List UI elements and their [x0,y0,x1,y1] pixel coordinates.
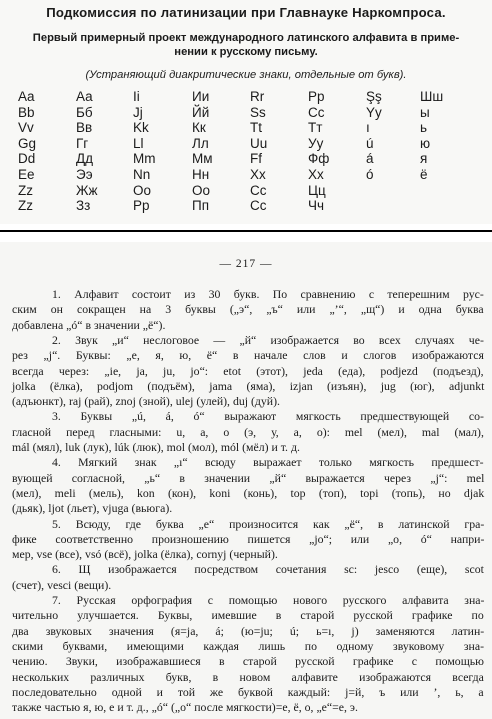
alphabet-cell: Zz [18,198,33,214]
alphabet-cell: Rr [250,89,265,104]
text-line: мер, vse (все), vsó (всё), jolka (ёлка), cornyj (черный). [12,547,278,562]
alphabet-cell: Чч [308,198,325,214]
text-line: всегда через: „ie, ja, ju, jo“: etot (этот), jeda (еда), podjezd (подъезд), [12,363,484,378]
alphabet-cell: Зз [76,198,91,214]
alphabet-cell: ы [420,104,430,120]
alphabet-cell: ё [420,166,428,182]
page-number: — 217 — [219,258,273,270]
alphabet-cell: Ээ [76,166,93,182]
alphabet-cell: Kk [133,120,149,136]
alphabet-table [18,89,478,214]
text-line: 7. Русская орфография с помощью нового русского алфавита зна- [52,593,485,607]
alphabet-cell: Ff [250,151,262,167]
alphabet-column [192,89,213,214]
alphabet-cell: Jj [133,104,143,120]
text-line: 2. Звук „и“ неслоговое — „й“ изображается во всех случаях че- [52,332,484,347]
text-line: гласной перед гласными: u, a, o (э, у, а, о): mel (мел), mal (мал), [12,424,484,439]
text-line: 1. Алфавит состоит из 30 букв. По сравнению с теперешним рус- [52,287,484,301]
alphabet-cell: Кк [192,120,206,136]
project-subtitle [0,31,492,59]
alphabet-cell: Вв [76,120,93,136]
text-line: 3. Буквы „ú, á, ó“ выражают мягкость предшествующей со- [52,409,484,424]
alphabet-cell: Mm [133,151,156,167]
alphabet-cell: Гг [76,135,89,151]
alphabet-cell: Сс [308,104,325,120]
alphabet-cell [420,198,443,214]
text-line: также частью я, ю, е и т. д., „ó“ („о“ после мягкости)=е, ё, о, „е“=е, э. [12,700,358,715]
alphabet-cell: Дд [76,151,94,167]
alphabet-cell: Хх [308,166,324,182]
alphabet-cell: Нн [192,166,210,182]
alphabet-cell: Ll [133,135,144,151]
diacritics-note: (Устраняющий диакритические знаки, отдельные от букв). [85,69,407,81]
alphabet-column [18,89,36,214]
alphabet-column [76,89,98,214]
alphabet-cell: Ee [18,166,35,182]
text-line: mál (мял), luk (лук), lúk (люк), mol (мол), mól (мёл) и т. д. [12,440,300,454]
text-line: вующей согласной, „ь“ в значении „й“ выражается через „j“: mel [12,470,485,485]
text-line: ским он сокращен на 3 буквы („э“, „ъ“ или „’“, „щ“) и одна буква [12,302,484,317]
text-line: (счет), vesci (вещи). [12,577,112,592]
alphabet-cell: Оо [192,182,211,198]
alphabet-cell: я [420,151,428,167]
text-line: рез „j“. Буквы: „е, я, ю, ё“ в начале слов и слогов изображаются [12,348,484,363]
alphabet-cell: Oo [133,182,152,198]
page-divider [0,230,492,232]
text-line: добавлена „ó“ в значении „ё“). [12,317,166,332]
alphabet-cell: Мм [192,151,213,167]
text-line: (мел), meli (мель), kon (кон), koni (конь), top (топ), topi (топь), но djak [12,485,485,500]
alphabet-cell [420,183,443,199]
text-line: последовательно одной и той же буквой каждый: j=й, ъ или ’, ь, а [12,684,484,699]
text-line: 4. Мягкий знак „ı“ всюду выражает только мягкость предшест- [52,455,484,470]
alphabet-cell: Рр [308,89,325,104]
alphabet-cell: Ии [192,89,210,104]
alphabet-cell: Цц [308,182,326,198]
alphabet-column [366,89,382,214]
alphabet-cell: Nn [133,166,151,182]
alphabet-cell: ı [366,120,370,136]
alphabet-cell: Pp [133,198,150,214]
alphabet-cell: Yy [366,104,382,120]
alphabet-column [308,89,329,214]
commission-title: Подкомиссия по латинизации при Главнауке Наркомпроса. [46,5,446,20]
text-line: jolka (ёлка), podjom (подъём), jama (яма), izjan (изъян), jug (юг), adjunkt [12,378,485,393]
alphabet-cell: Tt [250,120,262,136]
subtitle-line: Первый примерный проект международного латинского алфавита в приме- [32,32,460,44]
alphabet-column [250,89,267,214]
alphabet-cell: ú [366,135,374,151]
alphabet-cell: Жж [76,182,98,198]
page-gap [0,224,492,242]
alphabet-cell: ю [420,135,431,151]
text-line: два звуковых значения (я=ja, á; (ю=ju; ú; ь=ı, j) заменяются латин- [12,623,485,638]
alphabet-cell: Уу [308,135,324,151]
alphabet-cell: Тт [308,120,323,136]
alphabet-cell: Şş [366,89,382,104]
alphabet-cell: Cc [250,182,267,198]
alphabet-cell: Bb [18,104,35,120]
alphabet-cell: Gg [18,135,37,151]
subtitle-line: нении к русскому письму. [174,46,318,58]
alphabet-cell: Бб [76,104,93,120]
alphabet-cell: Cc [250,198,267,214]
alphabet-cell: Xx [250,166,266,182]
alphabet-cell: Uu [250,135,268,151]
alphabet-cell [366,183,382,199]
alphabet-cell: ь [420,120,428,136]
alphabet-cell: Vv [18,120,34,136]
alphabet-column [420,89,443,214]
alphabet-cell: Шш [420,89,444,104]
text-line: (адъюнкт), raj (рай), znoj (зной), ulej (улей), duj (дуй). [12,394,280,409]
text-line: скими буквами, имеющими каждая лишь по одному звуковому зна- [12,638,485,653]
alphabet-cell: Ss [250,104,266,120]
alphabet-cell: Йй [192,104,210,120]
alphabet-cell: Ii [133,89,140,104]
alphabet-column [133,89,156,214]
alphabet-cell [366,198,382,214]
alphabet-cell: Zz [18,182,33,198]
text-line: нескольких различных букв, в новом алфавите изображаются всегда [12,669,484,684]
text-line: фике соответственно произношению пишется „jo“; или „о, ó“ напри- [12,531,485,546]
text-line: (дьяк), ljot (льет), vjuga (вьюга). [12,501,173,516]
alphabet-cell: Dd [18,151,36,167]
alphabet-cell: Лл [192,135,209,151]
alphabet-cell: Пп [192,198,210,214]
alphabet-cell: á [366,151,374,167]
alphabet-table-section [0,0,492,224]
alphabet-cell: Аа [76,89,93,104]
alphabet-cell: Фф [308,151,330,167]
text-line: 5. Всюду, где буква „е“ произносится как „ё“, в латинской гра- [52,516,485,531]
text-line: 6. Щ изображается посредством сочетания sc: jesco (еще), scot [52,562,484,577]
text-line: чению. Звуки, изображавшиеся в старой русской графике с помощью [12,654,484,669]
alphabet-cell: ó [366,166,374,182]
text-line: чительно улучшается. Буквы, имевшие в старой русской графике по [12,608,484,623]
alphabet-cell: Aa [18,89,35,104]
